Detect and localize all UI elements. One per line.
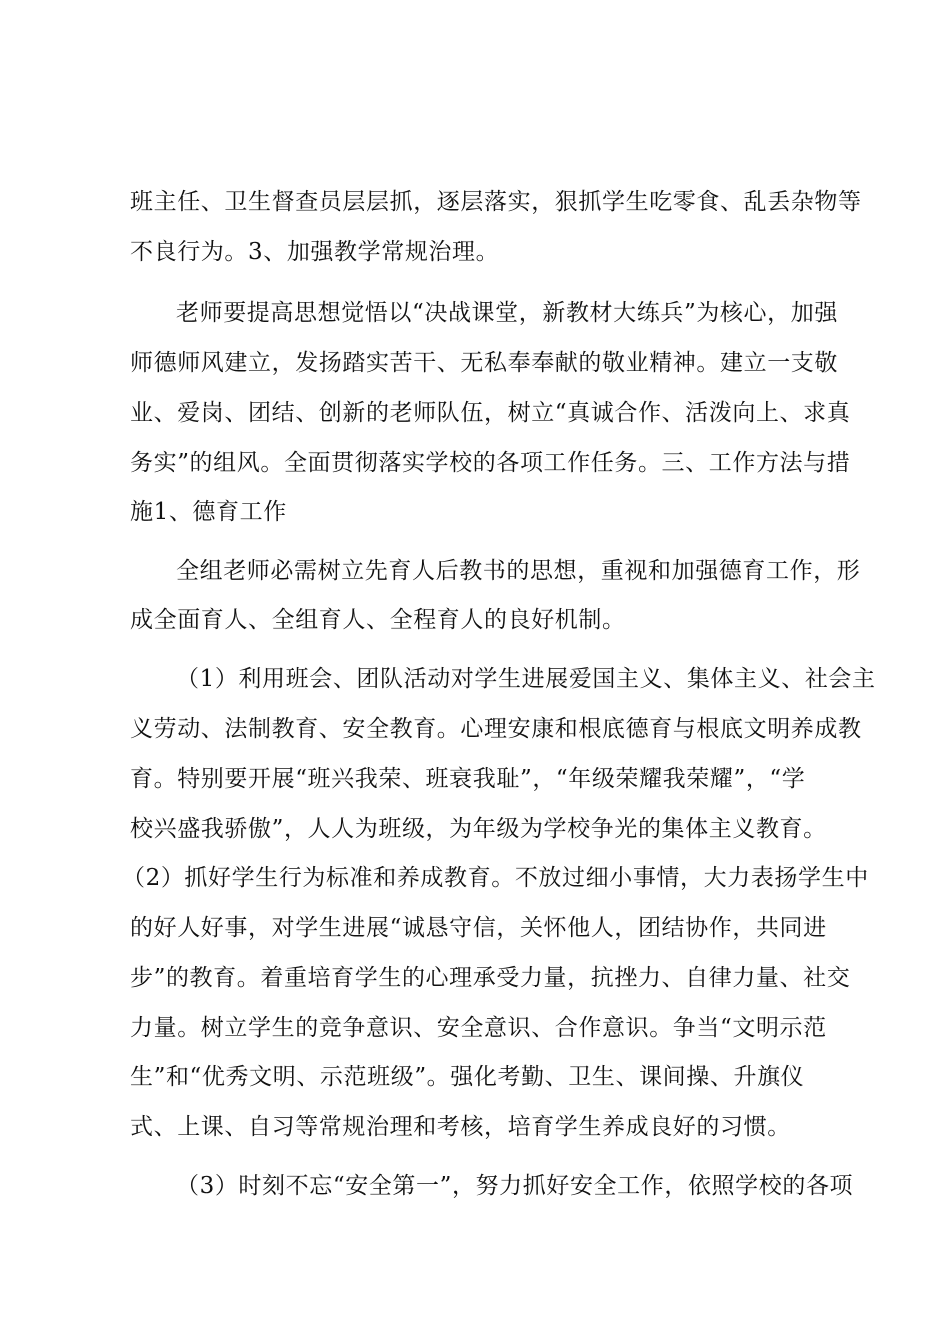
text-line: 务实”的组风。全面贯彻落实学校的各项工作任务。三、工作方法与措	[130, 450, 851, 476]
text-line: 师德师风建立，发扬踏实苦干、无私奉奉献的敬业精神。建立一支敬	[130, 350, 838, 376]
paragraph-start-line: 老师要提高思想觉悟以“决战课堂，新教材大练兵”为核心，加强	[176, 300, 838, 326]
text-line: 成全面育人、全组育人、全程育人的良好机制。	[130, 607, 626, 633]
text-line: 班主任、卫生督查员层层抓，逐层落实，狠抓学生吃零食、乱丢杂物等	[130, 189, 862, 215]
text-line: 不良行为。3、加强教学常规治理。	[130, 239, 500, 265]
text-line: 的好人好事，对学生进展“诚恳守信，关怀他人，团结协作，共同进	[130, 915, 827, 941]
text-line: 式、上课、自习等常规治理和考核，培育学生养成良好的习惯。	[130, 1114, 791, 1140]
text-line: 校兴盛我骄傲”，人人为班级，为年级为学校争光的集体主义教育。	[130, 816, 827, 842]
text-line: 义劳动、法制教育、安全教育。心理安康和根底德育与根底文明养成教	[130, 716, 862, 742]
paragraph-start-line: （3）时刻不忘“安全第一”，努力抓好安全工作，依照学校的各项	[176, 1173, 854, 1199]
paragraph-start-line: 全组老师必需树立先育人后教书的思想，重视和加强德育工作，形	[176, 558, 861, 584]
text-line: （2）抓好学生行为标准和养成教育。不放过细小事情，大力表扬学生中	[122, 865, 869, 891]
text-line: 力量。树立学生的竞争意识、安全意识、合作意识。争当“文明示范	[130, 1015, 827, 1041]
text-line: 育。特别要开展“班兴我荣、班衰我耻”，“年级荣耀我荣耀”，“学	[130, 766, 806, 792]
text-line: 步”的教育。着重培育学生的心理承受力量，抗挫力、自律力量、社交	[130, 965, 851, 991]
text-line: 生”和“优秀文明、示范班级”。强化考勤、卫生、课间操、升旗仪	[130, 1064, 805, 1090]
text-line: 施1、德育工作	[130, 499, 287, 525]
paragraph-start-line: （1）利用班会、团队活动对学生进展爱国主义、集体主义、社会主	[176, 666, 876, 692]
text-line: 业、爱岗、团结、创新的老师队伍，树立“真诚合作、活泼向上、求真	[130, 400, 851, 426]
